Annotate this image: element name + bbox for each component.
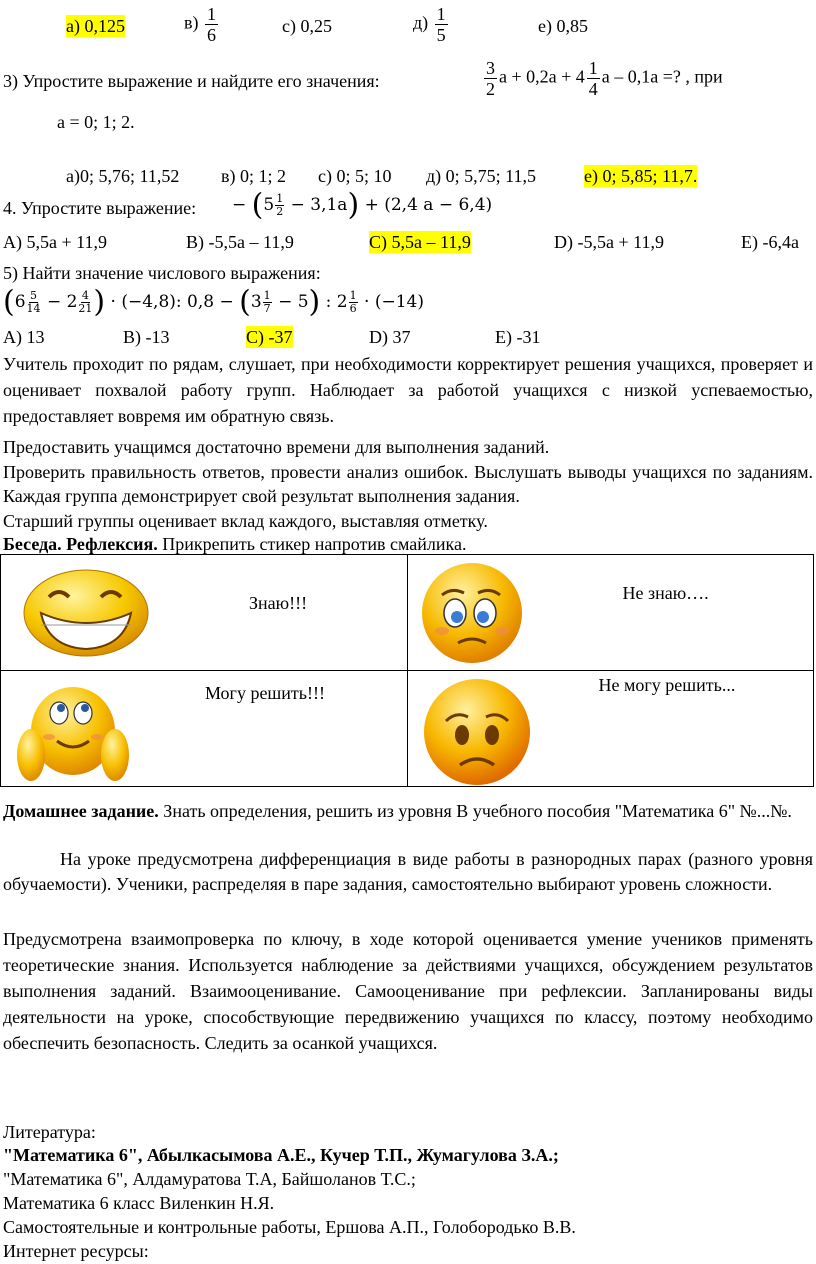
q4-m2: 5 xyxy=(263,195,275,215)
cell-know xyxy=(1,555,408,671)
cell-can-solve xyxy=(1,671,408,787)
worried-smiley-icon xyxy=(420,561,524,665)
q3-expr-mid: а + 0,2а + 4 xyxy=(499,66,585,87)
q5-answer-a: А) 13 xyxy=(3,327,45,347)
q2-answer-c: с) 0,25 xyxy=(282,16,332,36)
q5-answer-c: С) -37 xyxy=(246,327,293,347)
q5-e2: − 2 xyxy=(46,292,78,312)
q3-f1-num: 3 xyxy=(486,58,495,78)
time-paragraph: Предоставить учащимся достаточно времени для выполнения заданий. xyxy=(3,437,550,457)
q4-answer-d: D) -5,5а + 11,9 xyxy=(554,232,664,252)
reflection-bold: Беседа. Рефлексия. xyxy=(3,534,158,554)
q5-e7: · (−14) xyxy=(364,292,424,312)
dont-know-label: Не знаю…. xyxy=(622,583,709,603)
q5-e1: 6 xyxy=(14,292,26,312)
q3-values: а = 0; 1; 2. xyxy=(57,112,135,132)
q5-e1-den: 14 xyxy=(26,302,41,315)
q3-answer-c: с) 0; 5; 10 xyxy=(318,166,392,186)
q3-prompt: 3) Упростите выражение и найдите его значения: xyxy=(3,71,380,91)
q5-answer-e: Е) -31 xyxy=(495,327,541,347)
literature-item-2: "Математика 6", Алдамуратова Т.А, Байшоланов Т.С.; xyxy=(3,1169,416,1189)
reflection-heading xyxy=(3,533,813,555)
q4-m4: + (2,4 a − 6,4) xyxy=(364,195,493,215)
q5-paren-1-open: ( xyxy=(3,284,15,320)
q5-e4: 3 xyxy=(250,292,262,312)
differentiation-paragraph: На уроке предусмотрена дифференциация в виде работы в разнородных парах (разного уровня обучаемости). Ученики, распределяя в паре задания, самостоятельно выбирают уровень сложности. xyxy=(3,849,813,894)
q5-fraction-4 xyxy=(349,290,358,315)
q2-answer-a: а) 0,125 xyxy=(66,16,125,36)
q4-m3: − 3,1a xyxy=(290,195,348,215)
dreaming-smiley-icon xyxy=(13,681,133,785)
homework-text: Знать определения, решить из уровня В учебного пособия "Математика 6" №...№. xyxy=(158,801,792,821)
q5-e6-den: 6 xyxy=(349,302,357,315)
can-solve-label: Могу решить!!! xyxy=(205,683,325,703)
q5-e2-den: 21 xyxy=(78,302,93,315)
q2-answer-b-label: в) xyxy=(184,12,199,33)
q4-answer-b: В) -5,5а – 11,9 xyxy=(186,232,294,252)
literature-item-5: Интернет ресурсы: xyxy=(3,1241,149,1261)
q5-e5: − 5 xyxy=(278,292,309,312)
q3-fraction-1 xyxy=(484,58,497,99)
q5-e1-num: 5 xyxy=(30,289,38,302)
q2-b-den: 6 xyxy=(207,25,216,45)
q2-answer-d-label: д) xyxy=(413,12,429,33)
q3-expression xyxy=(482,58,723,99)
q5-e4-num: 1 xyxy=(263,289,271,302)
know-label: Знаю!!! xyxy=(249,593,308,613)
q5-e6-num: 1 xyxy=(349,289,357,302)
q5-e2-num: 4 xyxy=(81,289,89,302)
q5-prompt: 5) Найти значение числового выражения: xyxy=(3,263,321,283)
q5-e6: : 2 xyxy=(325,292,348,312)
q3-f2-den: 4 xyxy=(588,79,598,99)
q5-paren-2-open: ( xyxy=(239,284,251,320)
q3-answer-e: е) 0; 5,85; 11,7. xyxy=(584,166,698,186)
cell-dont-know xyxy=(407,555,814,671)
q5-e3: · (−4,8): 0,8 − xyxy=(110,292,234,312)
literature-item-3: Математика 6 класс Виленкин Н.Я. xyxy=(3,1193,275,1213)
q4-answer-e: Е) -6,4а xyxy=(741,232,799,252)
q5-paren-1-close: ) xyxy=(93,284,106,320)
q5-e4-den: 7 xyxy=(263,302,271,315)
q3-f2-num: 1 xyxy=(588,58,598,78)
literature-item-4: Самостоятельные и контрольные работы, Ершова А.П., Голобородько В.В. xyxy=(3,1217,576,1237)
q2-d-den: 5 xyxy=(436,25,446,45)
q3-answer-a: а)0; 5,76; 11,52 xyxy=(66,166,180,186)
q5-fraction-3 xyxy=(263,290,272,315)
q2-answer-d-fraction xyxy=(435,4,448,45)
reflection-text: Прикрепить стикер напротив смайлика. xyxy=(157,534,467,554)
q5-answer-d: D) 37 xyxy=(369,327,411,347)
q5-expression xyxy=(3,284,424,320)
q4-paren-close: ) xyxy=(347,187,360,223)
q2-answer-b-fraction xyxy=(205,4,218,45)
q2-answer-b xyxy=(184,4,220,45)
q2-d-num: 1 xyxy=(436,4,446,24)
teacher-paragraph: Учитель проходит по рядам, слушает, при необходимости корректирует решения учащихся, проверяет и оценивает похвалой работу групп. Наблюдает за работой учащихся с низкой успеваемостью, предоставляет вовремя им обратную связь. xyxy=(3,354,813,426)
q5-paren-2-close: ) xyxy=(308,284,321,320)
cell-cannot-solve xyxy=(407,671,814,787)
q2-answer-d xyxy=(413,4,450,45)
q4-answer-c: С) 5,5а – 11,9 xyxy=(369,232,471,252)
cannot-solve-label: Не могу решить... xyxy=(598,675,736,695)
q5-answer-b: В) -13 xyxy=(123,327,170,347)
q3-answer-d: д) 0; 5,75; 11,5 xyxy=(426,166,536,186)
mutual-check-paragraph: Предусмотрена взаимопроверка по ключу, в ходе которой оценивается умение учеников применять теоретические знания. Используется наблюдение за действиями учащихся, обсуждением результатов выполнения заданий. Взаимооценивание. Самооценивание при рефлексии. Запланированы виды деятельности на уроке, способствующие передвижению учащихся по классу, поэтому необходимо обеспечить безопасность. Следить за осанкой учащихся. xyxy=(3,929,813,1053)
homework-paragraph xyxy=(3,799,813,823)
q2-b-num: 1 xyxy=(207,4,216,24)
q5-fraction-2 xyxy=(78,290,92,315)
reflection-smiley-table xyxy=(0,554,814,787)
group-leader-paragraph: Старший группы оценивает вклад каждого, выставляя отметку. xyxy=(3,511,488,531)
check-paragraph: Проверить правильность ответов, провести анализ ошибок. Выслушать выводы учащихся по заданиям. Каждая группа демонстрирует свой результат выполнения задания. xyxy=(3,462,813,506)
literature-title: Литература: xyxy=(3,1122,96,1142)
q4-answer-a: А) 5,5а + 11,9 xyxy=(3,232,107,252)
q4-den: 2 xyxy=(276,205,284,218)
q4-expression xyxy=(232,187,493,223)
q4-paren-open: ( xyxy=(251,187,264,223)
q4-fraction xyxy=(275,193,284,218)
q3-f1-den: 2 xyxy=(486,79,495,99)
q3-answer-b: в) 0; 1; 2 xyxy=(221,166,286,186)
homework-bold: Домашнее задание. xyxy=(3,801,159,821)
grinning-smiley-icon xyxy=(19,567,153,659)
literature-item-1: "Математика 6", Абылкасымова А.Е., Кучер Т.П., Жумагулова З.А.; xyxy=(3,1145,559,1165)
q4-prompt: 4. Упростите выражение: xyxy=(3,198,197,218)
q3-expr-end: а – 0,1а =? , при xyxy=(601,66,723,87)
q4-num: 1 xyxy=(276,192,284,205)
q5-fraction-1 xyxy=(27,290,41,315)
q2-answer-e: е) 0,85 xyxy=(538,16,588,36)
q3-fraction-2 xyxy=(587,58,600,99)
q4-m1: − xyxy=(232,195,247,215)
sad-smiley-icon xyxy=(422,677,532,787)
